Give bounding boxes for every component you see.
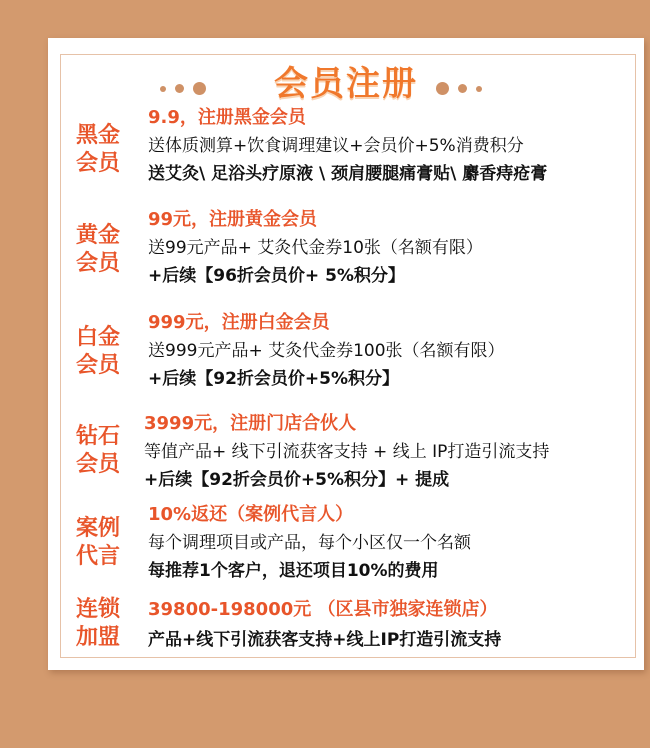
dot-icon [175, 84, 184, 93]
dot-icon [193, 82, 206, 95]
tier-headline: 39800-198000元 （区县市独家连锁店） [148, 599, 498, 620]
tier-headline: 9.9，注册黑金会员 [148, 107, 306, 128]
tier-benefit: 每个调理项目或产品，每个小区仅一个名额 [148, 533, 471, 553]
tier-headline: 999元，注册白金会员 [148, 312, 330, 333]
tier-label: 案例 代言 [75, 516, 120, 569]
tier-followup: +后续【92折会员价+5%积分】 [148, 369, 400, 389]
tier-followup: +后续【92折会员价+5%积分】+ 提成 [144, 470, 450, 490]
tier-headline: 10%返还（案例代言人） [148, 504, 354, 525]
tier-details [148, 309, 505, 393]
tier-label: 黄金 会员 [75, 223, 120, 276]
tier-benefit: 送999元产品+ 艾灸代金券100张（名额有限） [148, 341, 505, 361]
tier-details [144, 410, 549, 494]
tier-details [148, 501, 471, 585]
tier-details [148, 206, 483, 290]
dot-icon [160, 86, 166, 92]
tier-label: 白金 会员 [75, 325, 120, 378]
tier-benefit: 产品+线下引流获客支持+线上IP打造引流支持 [148, 630, 502, 650]
tier-followup: +后续【96折会员价+ 5%积分】 [148, 266, 405, 286]
dot-icon [436, 82, 449, 95]
dot-icon [458, 84, 467, 93]
tier-headline: 99元，注册黄金会员 [148, 209, 318, 230]
tier-label: 黑金 会员 [75, 123, 120, 176]
tier-details [148, 104, 547, 188]
tier-gift: 送艾灸\ 足浴头疗原液 \ 颈肩腰腿痛膏贴\ 麝香痔疮膏 [148, 164, 548, 184]
page-title: 会员注册 [274, 64, 418, 104]
membership-card [48, 38, 644, 670]
decorative-dots-left [160, 82, 206, 95]
decorative-dots-right [436, 82, 482, 95]
tier-benefit: 送99元产品+ 艾灸代金券10张（名额有限） [148, 238, 483, 258]
tier-details [148, 596, 501, 654]
tier-refund: 每推荐1个客户，退还项目10%的费用 [148, 561, 439, 581]
tier-benefit: 等值产品+ 线下引流获客支持 + 线上 IP打造引流支持 [144, 442, 550, 462]
dot-icon [476, 86, 482, 92]
tier-label: 钻石 会员 [75, 424, 120, 477]
tier-benefit: 送体质测算+饮食调理建议+会员价+5%消费积分 [148, 136, 524, 156]
tier-label: 连锁 加盟 [75, 597, 120, 650]
tier-headline: 3999元，注册门店合伙人 [144, 413, 357, 434]
